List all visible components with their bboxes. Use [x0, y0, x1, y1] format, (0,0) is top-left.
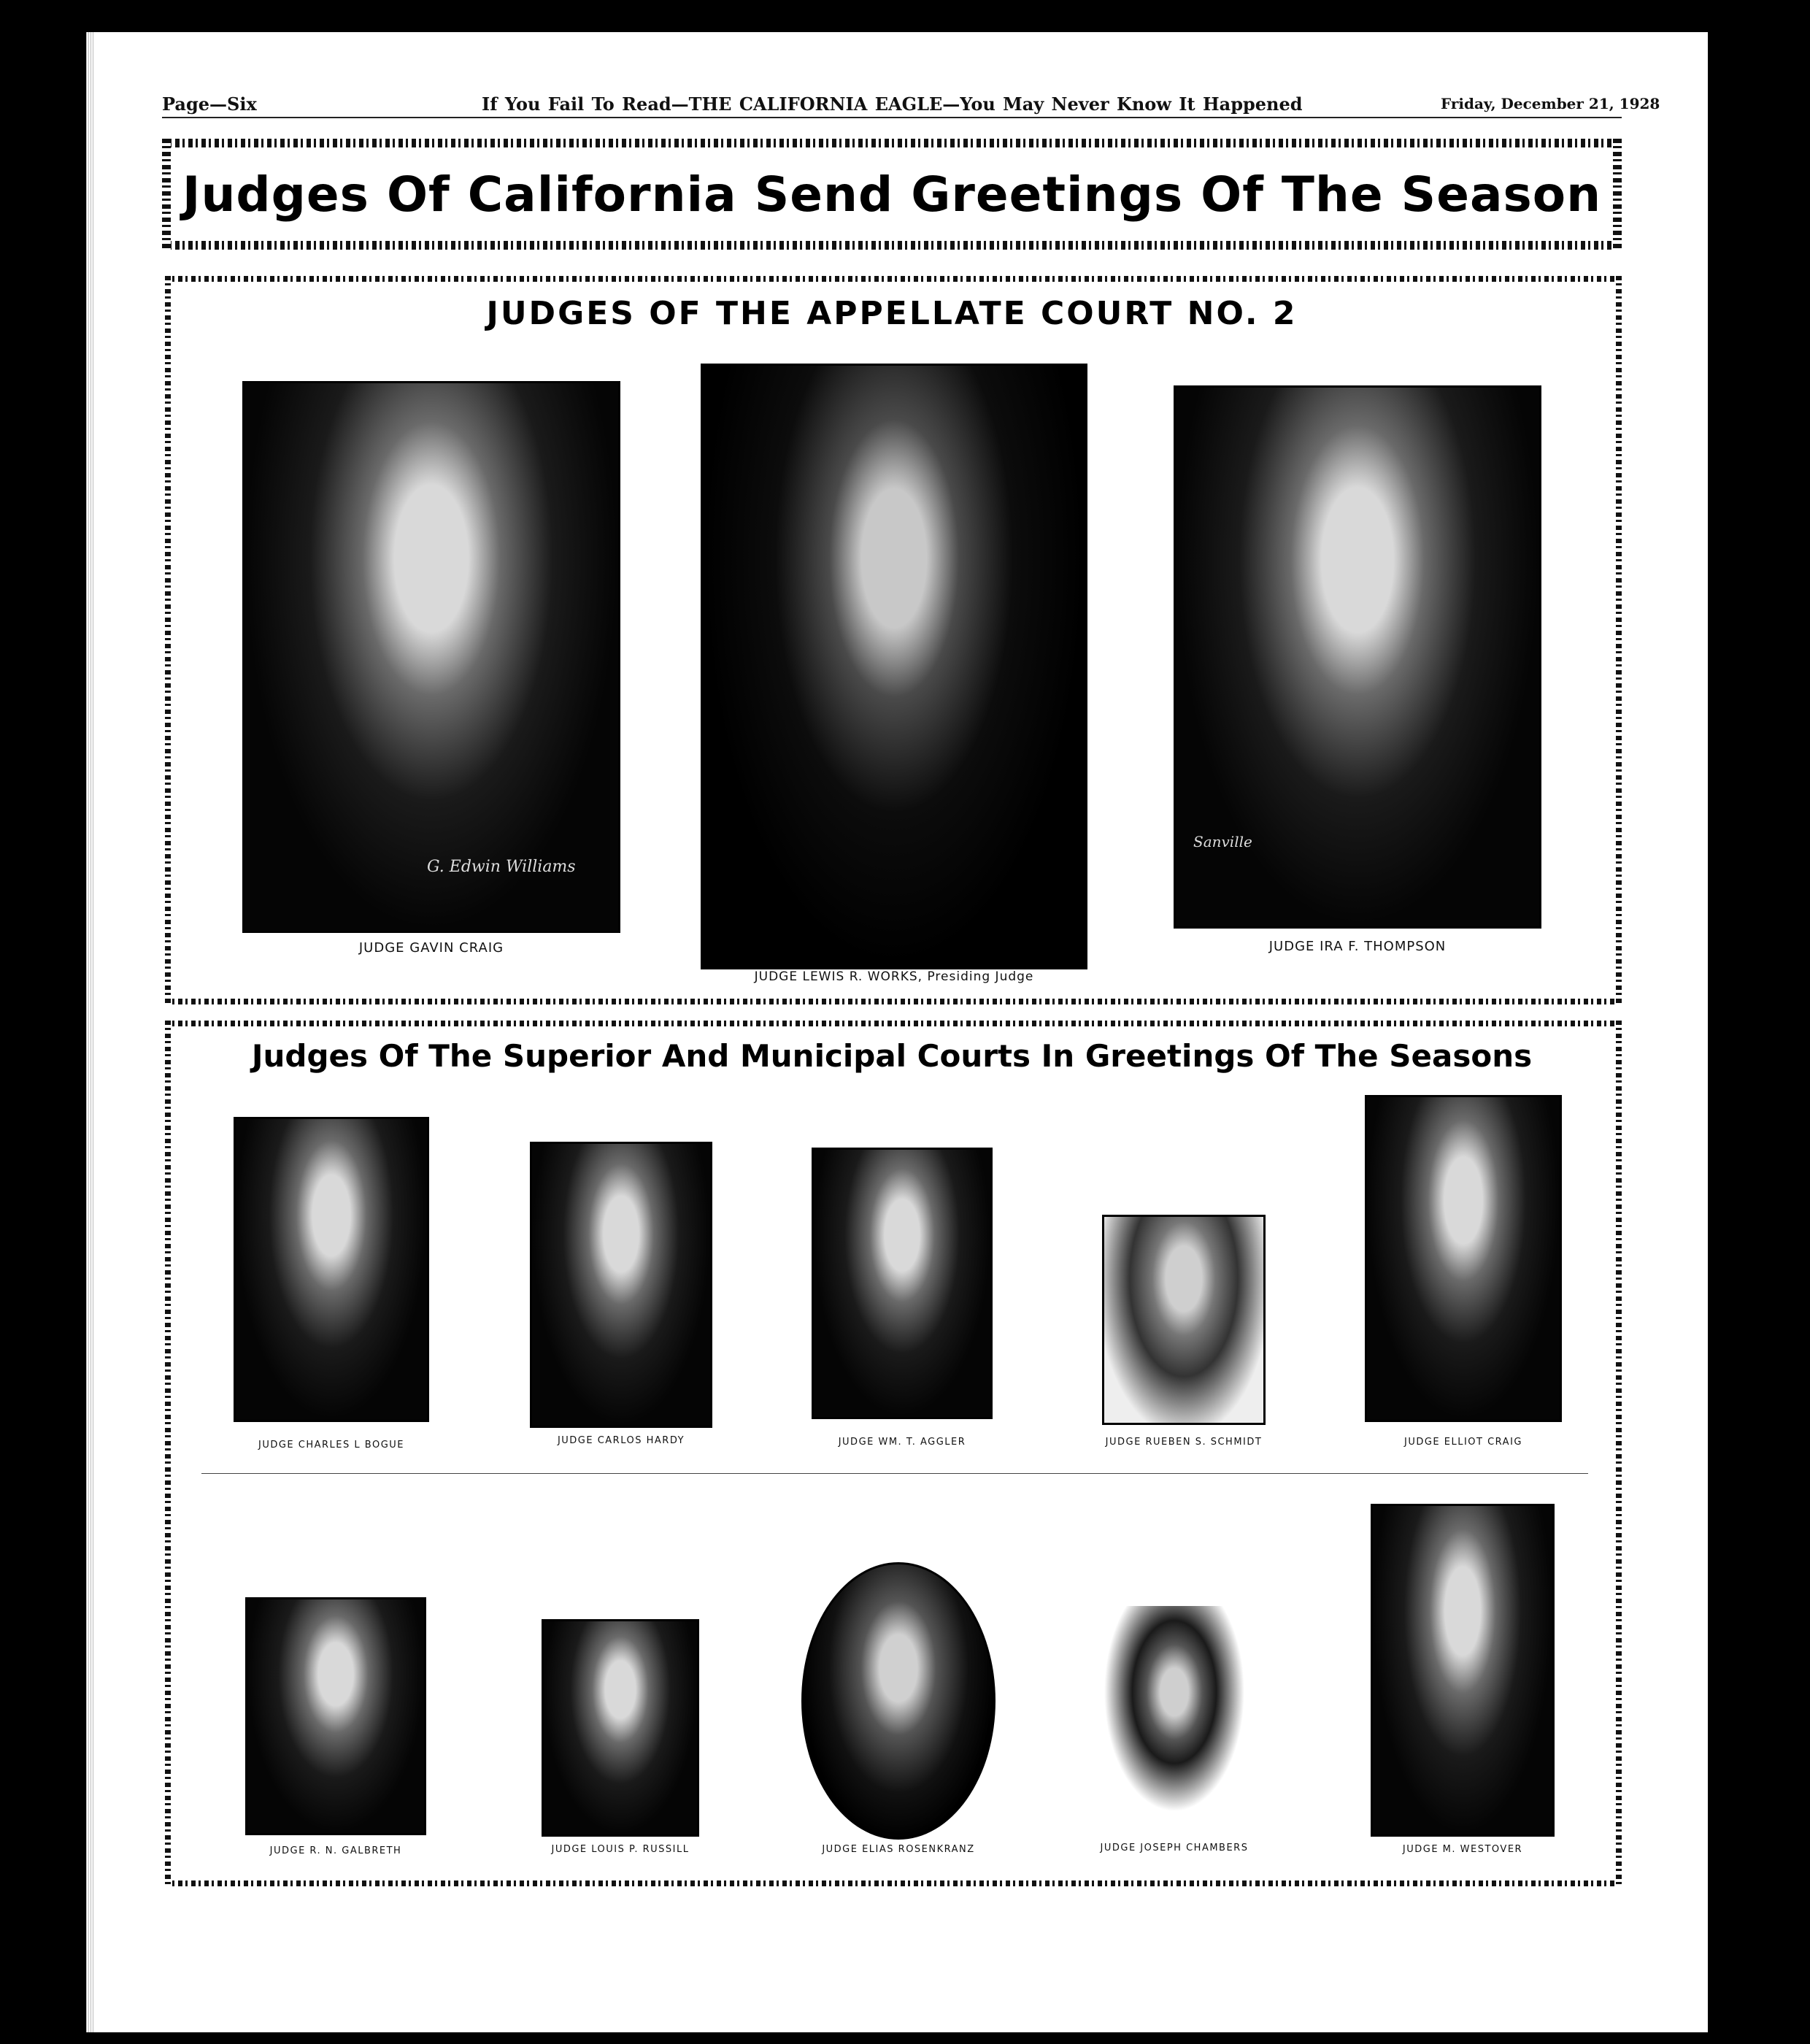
banner-headline: Judges Of California Send Greetings Of The Season	[182, 166, 1602, 223]
header-rule	[162, 117, 1622, 118]
portrait-elias-rosenkranz	[801, 1562, 996, 1840]
row-divider	[201, 1473, 1588, 1474]
superior-border-left	[165, 1021, 171, 1886]
portrait-joseph-chambers	[1092, 1606, 1257, 1832]
caption-ira-thompson: JUDGE IRA F. THOMPSON	[1268, 939, 1447, 954]
page-label: Page—Six	[162, 93, 257, 115]
portrait-ira-thompson	[1174, 385, 1541, 929]
header-slogan: If You Fail To Read—THE CALIFORNIA EAGLE—You May Never Know It Happened	[482, 93, 1303, 115]
banner-border-bottom	[162, 241, 1622, 250]
caption-gavin-craig: JUDGE GAVIN CRAIG	[358, 940, 504, 956]
appellate-border-bottom	[165, 999, 1622, 1004]
page-edge-strip	[86, 32, 95, 2032]
appellate-heading: JUDGES OF THE APPELLATE COURT NO. 2	[486, 295, 1298, 332]
appellate-border-right	[1616, 276, 1622, 1004]
superior-border-top	[165, 1021, 1622, 1026]
caption-charles-bogue: JUDGE CHARLES L BOGUE	[258, 1440, 404, 1451]
superior-heading: Judges Of The Superior And Municipal Courts In Greetings Of The Seasons	[251, 1038, 1533, 1074]
portrait-charles-bogue	[234, 1117, 429, 1422]
portrait-rueben-schmidt	[1102, 1215, 1266, 1425]
caption-rn-galbreth: JUDGE R. N. GALBRETH	[269, 1845, 402, 1856]
caption-elias-rosenkranz: JUDGE ELIAS ROSENKRANZ	[822, 1844, 975, 1855]
caption-rueben-schmidt: JUDGE RUEBEN S. SCHMIDT	[1105, 1437, 1263, 1448]
caption-lewis-works: JUDGE LEWIS R. WORKS, Presiding Judge	[754, 969, 1034, 984]
caption-carlos-hardy: JUDGE CARLOS HARDY	[557, 1435, 685, 1446]
superior-border-right	[1616, 1021, 1622, 1886]
portrait-wm-aggler	[812, 1148, 993, 1419]
banner-border-top	[162, 139, 1622, 147]
caption-joseph-chambers: JUDGE JOSEPH CHAMBERS	[1100, 1843, 1249, 1853]
portrait-rn-galbreth	[245, 1597, 426, 1835]
photographer-signature: Sanville	[1193, 833, 1252, 850]
portrait-louis-russill	[542, 1619, 699, 1837]
superior-border-bottom	[165, 1880, 1622, 1886]
photographer-signature: G. Edwin Williams	[427, 858, 576, 876]
portrait-elliot-craig	[1365, 1095, 1562, 1422]
portrait-gavin-craig	[242, 381, 620, 933]
appellate-border-left	[165, 276, 171, 1004]
caption-elliot-craig: JUDGE ELLIOT CRAIG	[1403, 1437, 1522, 1448]
caption-wm-aggler: JUDGE WM. T. AGGLER	[838, 1437, 966, 1448]
issue-date: Friday, December 21, 1928	[1441, 95, 1660, 112]
portrait-carlos-hardy	[530, 1142, 712, 1428]
caption-m-westover: JUDGE M. WESTOVER	[1402, 1844, 1523, 1855]
portrait-lewis-works	[701, 364, 1087, 969]
appellate-border-top	[165, 276, 1622, 282]
caption-louis-russill: JUDGE LOUIS P. RUSSILL	[551, 1844, 690, 1855]
portrait-m-westover	[1371, 1504, 1555, 1837]
